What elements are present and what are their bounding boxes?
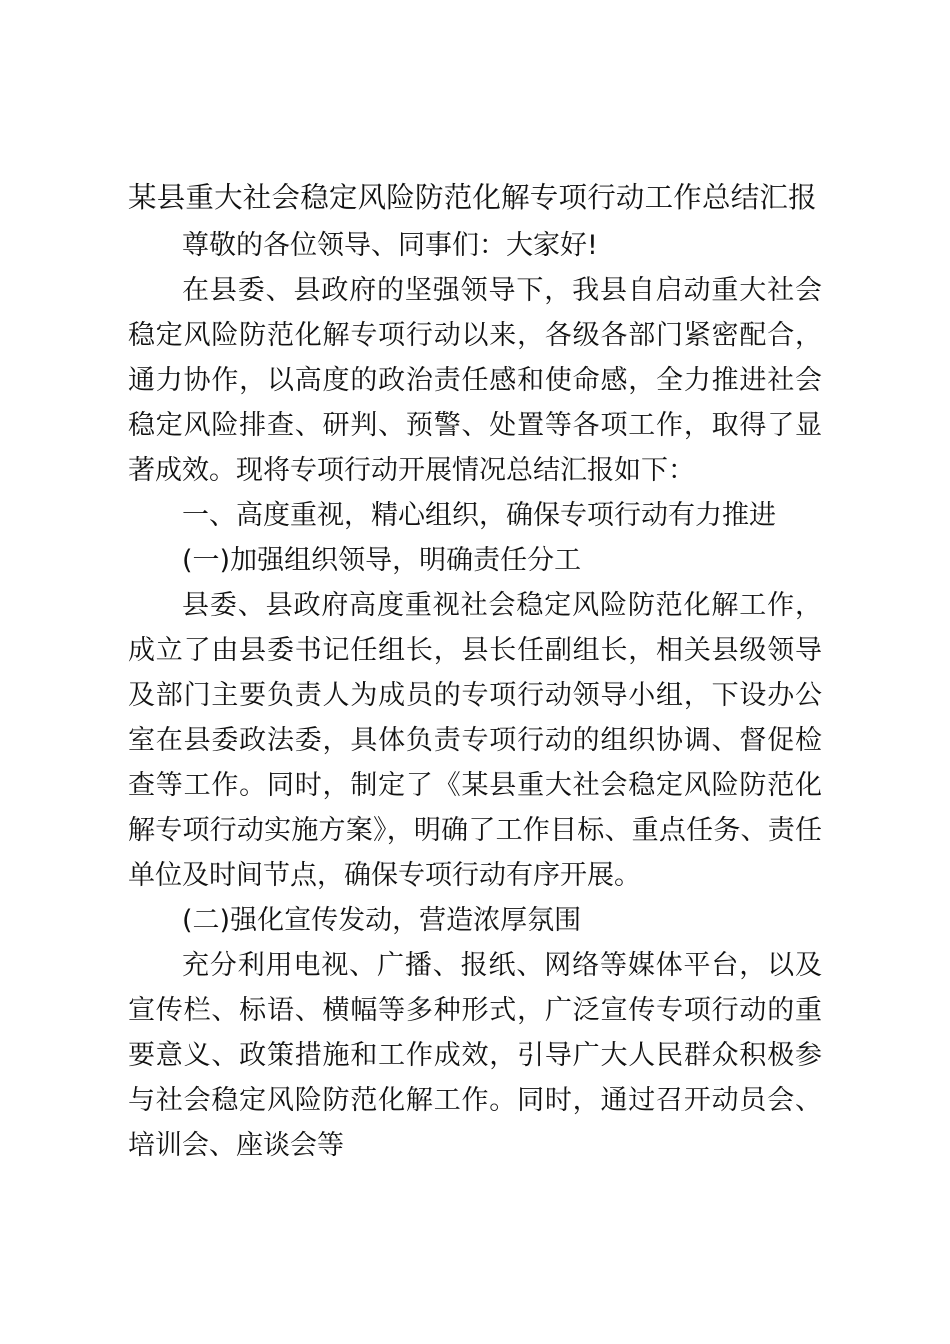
intro-paragraph: 在县委、县政府的坚强领导下，我县自启动重大社会稳定风险防范化解专项行动以来，各级各部门紧密配合，通力协作，以高度的政治责任感和使命感，全力推进社会稳定风险排查、研判、预警、处置等各项工作，取得了显著成效。现将专项行动开展情况总结汇报如下： bbox=[128, 275, 822, 486]
document-title: 某县重大社会稳定风险防范化解专项行动工作总结汇报 bbox=[128, 181, 817, 214]
subsection-paragraph-2: 充分利用电视、广播、报纸、网络等媒体平台，以及宣传栏、标语、横幅等多种形式，广泛宣传专项行动的重要意义、政策措施和工作成效，引导广大人民群众积极参与社会稳定风险防范化解工作。同时，通过召开动员会、培训会、座谈会等 bbox=[128, 950, 822, 1161]
greeting: 尊敬的各位领导、同事们：大家好! bbox=[182, 230, 598, 261]
document-body bbox=[128, 223, 822, 1168]
subsection-heading-1: (一)加强组织领导，明确责任分工 bbox=[182, 545, 582, 576]
subsection-paragraph-1: 县委、县政府高度重视社会稳定风险防范化解工作，成立了由县委书记任组长，县长任副组长，相关县级领导及部门主要负责人为成员的专项行动领导小组，下设办公室在县委政法委，具体负责专项行动的组织协调、督促检查等工作。同时，制定了《某县重大社会稳定风险防范化解专项行动实施方案》，明确了工作目标、重点任务、责任单位及时间节点，确保专项行动有序开展。 bbox=[128, 590, 822, 891]
section-heading-1: 一、高度重视，精心组织，确保专项行动有力推进 bbox=[182, 500, 776, 531]
subsection-heading-2: (二)强化宣传发动，营造浓厚氛围 bbox=[182, 905, 582, 936]
